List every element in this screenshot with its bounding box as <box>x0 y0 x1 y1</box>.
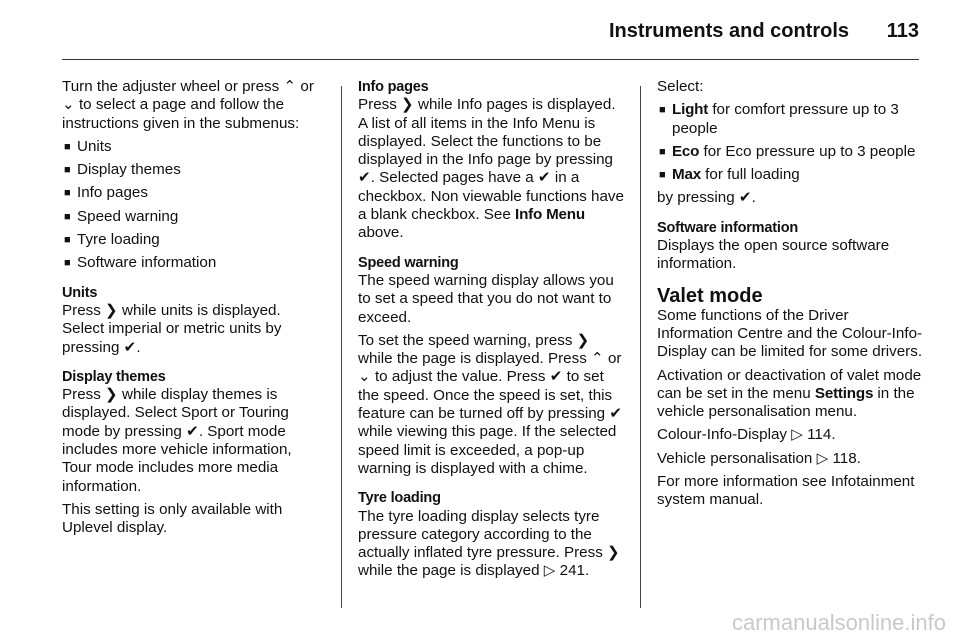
pressure-options <box>657 101 927 184</box>
display-themes-text: Press ❯ while display themes is displayed. Select Sport or Touring mode by pressing ✔. Sport mode includes more vehicle information, Tour mode includes more media information. <box>62 386 292 495</box>
valet-mode-heading: Valet mode <box>657 284 763 307</box>
vehicle-personalisation-ref: Vehicle personalisation ▷ 118. <box>657 449 861 467</box>
infotainment-ref: For more information see Infotainment system manual. <box>657 473 915 509</box>
submenu-item-tyre-loading: ■ Tyre loading <box>62 231 324 249</box>
display-themes-heading: Display themes <box>62 368 166 385</box>
tyre-loading-heading: Tyre loading <box>358 490 441 507</box>
settings-ref: Settings <box>814 384 874 402</box>
header-title: Instruments and controls <box>608 20 849 42</box>
info-menu-ref: Info Menu <box>515 206 585 224</box>
page-number: 113 <box>886 20 919 42</box>
valet-text-2a: Activation or deactivation of valet mode can be set in the menu <box>657 366 922 402</box>
watermark: carmanualsonline.info <box>731 610 946 635</box>
info-pages-heading: Info pages <box>358 79 429 95</box>
option-light-term: Light <box>672 101 709 119</box>
valet-mode-text-1: Some functions of the Driver Information Centre and the Colour-Info-Display can be limited for some drivers. <box>657 306 923 361</box>
header-divider <box>62 59 919 60</box>
valet-text-2b: in the vehicle personalisation menu. <box>657 384 915 421</box>
speed-warning-text-1: The speed warning display allows you to set a speed that you do not want to exceed. <box>358 271 614 326</box>
display-themes-note: This setting is only available with Uplevel display. <box>62 500 283 537</box>
submenu-item-units: ■ Units <box>62 138 324 156</box>
option-eco-desc: for Eco pressure up to 3 people <box>699 142 916 160</box>
option-light <box>657 101 927 138</box>
software-info-text: Displays the open source software information. <box>657 237 890 273</box>
option-max-desc: for full loading <box>700 166 800 184</box>
option-eco <box>657 143 927 161</box>
units-text: Press ❯ while units is displayed. Select imperial or metric units by pressing ✔. <box>62 301 282 356</box>
tyre-loading-text: The tyre loading display selects tyre pressure category according to the actually inflated tyre pressure. Press ❯ while the page is displayed ▷ 241. <box>358 507 620 580</box>
by-pressing-text: by pressing ✔. <box>657 189 756 207</box>
column-2 <box>358 78 628 586</box>
info-pages-text-b: above. <box>358 224 404 242</box>
submenu-item-display-themes: ■ Display themes <box>62 161 324 179</box>
option-eco-term: Eco <box>672 142 700 160</box>
colour-info-display-ref: Colour-Info-Display ▷ 114. <box>657 426 836 444</box>
column-divider-1 <box>341 86 342 608</box>
option-light-desc: for comfort pressure up to 3 people <box>672 101 899 137</box>
intro-text: Turn the adjuster wheel or press ⌃ or ⌄ to select a page and follow the instructions given in the submenus: <box>62 78 314 132</box>
software-info-heading: Software information <box>657 219 799 236</box>
select-label: Select: <box>657 78 704 95</box>
page-header <box>62 14 919 48</box>
submenu-item-software-information: ■ Software information <box>62 254 324 272</box>
units-heading: Units <box>62 284 98 301</box>
column-3 <box>657 78 927 515</box>
speed-warning-text-2: To set the speed warning, press ❯ while the page is displayed. Press ⌃ or ⌄ to adjust the value. Press ✔ to set the speed. Once the speed is set, this feature can be turned off by pressing ✔ while viewing this page. If the selected speed limit is exceeded, a pop-up warning is displayed with a chime. <box>358 331 623 477</box>
submenu-item-speed-warning: ■ Speed warning <box>62 208 324 226</box>
valet-mode-text-2 <box>657 367 927 422</box>
info-pages-text-a: Press ❯ while Info pages is displayed. A list of all items in the Info Menu is displayed. Select the functions to be displayed in the Info page by pressing ✔. Selected pages have a ✔ in a checkbox. Non viewable functions have a blank checkbox. See <box>358 96 624 224</box>
column-divider-2 <box>640 86 641 608</box>
column-1 <box>62 78 324 543</box>
info-pages-text <box>358 96 628 242</box>
submenu-item-info-pages: ■ Info pages <box>62 184 324 202</box>
option-max-term: Max <box>672 166 701 184</box>
option-max <box>657 166 927 184</box>
submenu-list <box>62 138 324 273</box>
speed-warning-heading: Speed warning <box>358 254 459 271</box>
